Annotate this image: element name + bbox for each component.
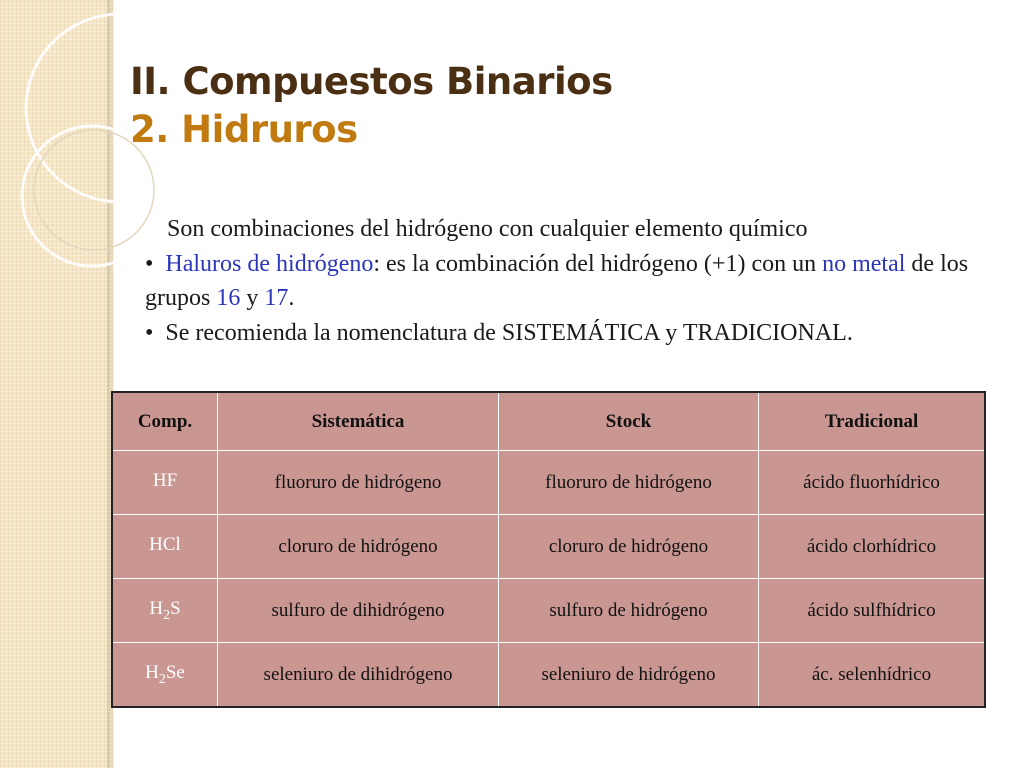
cell-tradicional: ácido clorhídrico — [759, 515, 986, 579]
cell-stock: cloruro de hidrógeno — [499, 515, 759, 579]
cell-tradicional: ácido fluorhídrico — [759, 451, 986, 515]
cell-stock: sulfuro de hidrógeno — [499, 579, 759, 643]
table-header-row — [112, 392, 985, 451]
table-row — [112, 451, 985, 515]
header-tradicional: Tradicional — [759, 392, 986, 451]
hydrides-table — [111, 391, 986, 708]
table-row — [112, 643, 985, 708]
formula-subscript: 2 — [158, 671, 166, 687]
formula-base: HF — [152, 469, 178, 491]
bullet-marker: • — [145, 250, 154, 277]
cell-tradicional: ác. selenhídrico — [759, 643, 986, 708]
recommendation-text: Se recomienda la nomenclatura de SISTEMÁTICA y TRADICIONAL. — [165, 319, 853, 346]
slide-body — [145, 212, 975, 350]
bullet-recommendation — [145, 316, 975, 351]
cell-stock: fluoruro de hidrógeno — [499, 451, 759, 515]
term-haluros: Haluros de hidrógeno — [165, 250, 374, 277]
group-17: 17 — [264, 285, 289, 311]
cell-sistematica: sulfuro de dihidrógeno — [218, 579, 499, 643]
compound-formula — [112, 643, 218, 708]
intro-paragraph: Son combinaciones del hidrógeno con cualquier elemento químico — [167, 216, 808, 242]
formula-base: H — [149, 597, 164, 619]
formula-base: HCl — [149, 533, 181, 555]
header-comp: Comp. — [112, 392, 218, 451]
compound-formula — [112, 451, 218, 515]
title-line-2: 2. Hidruros — [130, 108, 358, 151]
formula-rest: S — [170, 597, 181, 619]
title-line-1: II. Compuestos Binarios — [130, 60, 613, 103]
cell-sistematica: seleniuro de dihidrógeno — [218, 643, 499, 708]
table-row — [112, 515, 985, 579]
cell-sistematica: fluoruro de hidrógeno — [218, 451, 499, 515]
bullet-text: : es la combinación del hidrógeno (+1) con un — [373, 250, 823, 277]
header-sistematica: Sistemática — [218, 392, 499, 451]
compound-formula — [112, 515, 218, 579]
slide-title — [130, 58, 613, 154]
table-row — [112, 579, 985, 643]
bullet-text: . — [288, 285, 295, 311]
cell-stock: seleniuro de hidrógeno — [499, 643, 759, 708]
formula-subscript: 2 — [163, 607, 171, 623]
formula-base: H — [145, 661, 159, 683]
bullet-marker: • — [145, 319, 154, 346]
compound-formula — [112, 579, 218, 643]
term-no-metal: no metal — [822, 250, 906, 277]
formula-rest: Se — [165, 661, 185, 683]
bullet-text: de los grupos — [145, 250, 969, 311]
bullet-haluros — [145, 247, 975, 316]
bullet-text: y — [240, 285, 265, 311]
cell-sistematica: cloruro de hidrógeno — [218, 515, 499, 579]
group-16: 16 — [216, 285, 241, 311]
header-stock: Stock — [499, 392, 759, 451]
cell-tradicional: ácido sulfhídrico — [759, 579, 986, 643]
